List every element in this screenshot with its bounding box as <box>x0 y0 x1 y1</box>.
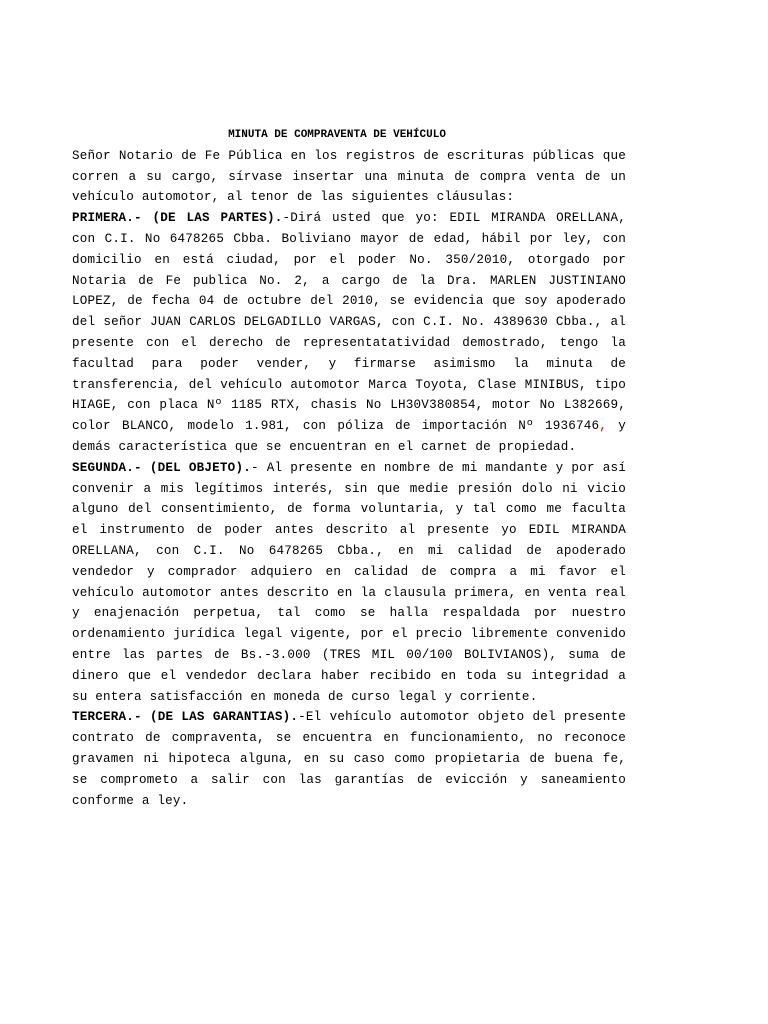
clause-segunda-text: - Al presente en nombre de mi mandante y por así convenir a mis legítimos interés, sin que medie presión dolo ni vicio alguno del consentimiento, de forma voluntaria, y tal como me faculta el instrumento de poder antes descrito al presente yo EDIL MIRANDA ORELLANA, con C.I. No 6478265 Cbba., en mi calidad de apoderado vendedor y comprador adquiero en calidad de compra a mi favor el vehículo automotor antes descrito en la clausula primera, en venta real y enajenación perpetua, tal como se halla respaldada por nuestro ordenamiento jurídica legal vigente, por el precio libremente convenido entre las partes de Bs.-3.000 (TRES MIL 00/100 BOLIVIANOS), suma de dinero que el vendedor declara haber recibido en toda su integridad a su entera satisfacción en moneda de curso legal y corriente. <box>72 460 626 704</box>
clause-tercera <box>72 707 626 811</box>
document-page <box>72 125 626 811</box>
clause-primera-text-end: y demás característica que se encuentran en el carnet de propiedad. <box>72 419 627 454</box>
clause-primera-heading: PRIMERA.- (DE LAS PARTES). <box>72 211 283 226</box>
clause-segunda-heading: SEGUNDA.- (DEL OBJETO). <box>72 460 251 475</box>
intro-paragraph: Señor Notario de Fe Pública en los registros de escrituras públicas que corren a su cargo, sírvase insertar una minuta de compra venta de un vehículo automotor, al tenor de las siguientes cláusulas: <box>72 148 626 205</box>
clause-tercera-text: -El vehículo automotor objeto del presente contrato de compraventa, se encuentra en funcionamiento, no reconoce gravamen ni hipoteca alguna, en su caso como propietaria de buena fe, se comprometo a salir con las garantías de evicción y saneamiento conforme a ley. <box>72 710 626 808</box>
red-comma-mark: , <box>599 419 608 434</box>
clause-primera-text: -Dirá usted que yo: EDIL MIRANDA ORELLANA, con C.I. No 6478265 Cbba. Boliviano mayor de edad, hábil por ley, con domicilio en está ciudad, por el poder No. 350/2010, otorgado por Notaria de Fe publica No. 2, a cargo de la Dra. MARLEN JUSTINIANO LOPEZ, de fecha 04 de octubre del 2010, se evidencia que soy apoderado del señor JUAN CARLOS DELGADILLO VARGAS, con C.I. No. 4389630 Cbba., al presente con el derecho de representatatividad demostrado, tengo la facultad para poder vender, y firmarse asimismo la minuta de transferencia, del vehículo automotor Marca Toyota, Clase MINIBUS, tipo HIAGE, con placa Nº 1185 RTX, chasis No LH30V380854, motor No L382669, color BLANCO, modelo 1.981, con póliza de importación Nº 1936746 <box>72 211 626 434</box>
document-title: MINUTA DE COMPRAVENTA DE VEHÍCULO <box>228 129 446 141</box>
clause-segunda <box>72 458 626 708</box>
clause-primera <box>72 208 626 458</box>
clause-tercera-heading: TERCERA.- (DE LAS GARANTIAS). <box>72 710 299 725</box>
